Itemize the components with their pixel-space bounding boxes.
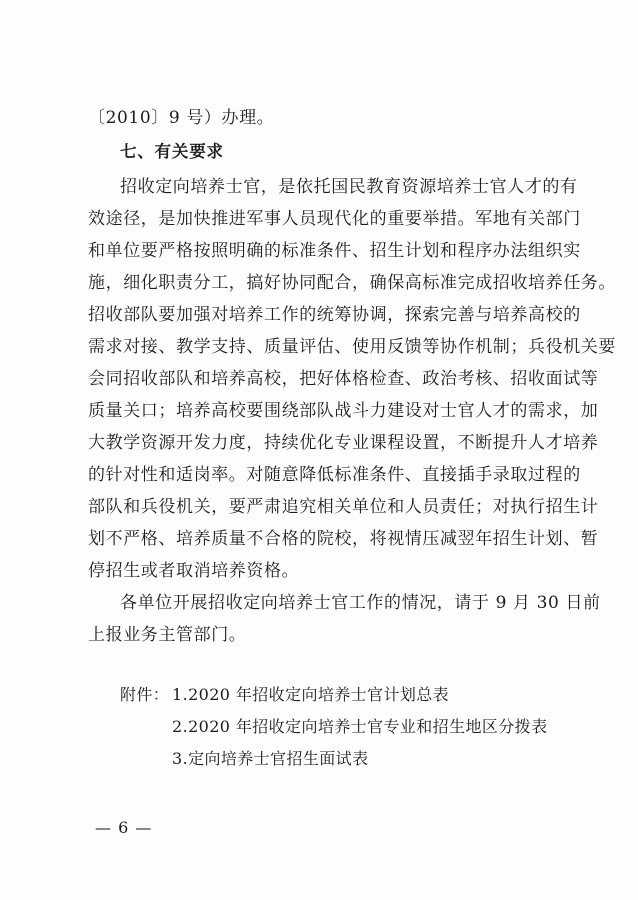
body-line-15: 停招生或者取消培养资格。 (88, 561, 300, 581)
body-line-9: 会同招收部队和培养高校，把好体格检查、政治考核、招收面试等 (88, 369, 599, 389)
body-line-1: 〔2010〕9 号）办理。 (88, 108, 275, 128)
body-line-3: 招收定向培养士官，是依托国民教育资源培养士官人才的有 (120, 177, 578, 197)
body-line-7: 招收部队要加强对培养工作的统筹协调，探索完善与培养高校的 (88, 305, 581, 325)
attachment-item-3: 3.定向培养士官招生面试表 (172, 749, 369, 768)
page-number: — 6 — (95, 818, 153, 837)
body-line-16: 各单位开展招收定向培养士官工作的情况，请于 9 月 30 日前 (120, 593, 601, 613)
body-line-17: 上报业务主管部门。 (88, 625, 247, 645)
body-line-10: 质量关口；培养高校要围绕部队战斗力建设对士官人才的需求，加 (88, 401, 599, 421)
attachment-item-2: 2.2020 年招收定向培养士官专业和招生地区分拨表 (172, 717, 548, 736)
body-line-14: 划不严格、培养质量不合格的院校，将视情压减翌年招生计划、暂 (88, 529, 599, 549)
attachment-item-1: 1.2020 年招收定向培养士官计划总表 (172, 685, 450, 704)
body-line-11: 大教学资源开发力度，持续优化专业课程设置，不断提升人才培养 (88, 433, 599, 453)
attachments-label: 附件： (120, 685, 170, 704)
body-line-4: 效途径，是加快推进军事人员现代化的重要举措。军地有关部门 (88, 209, 581, 229)
body-line-8: 需求对接、教学支持、质量评估、使用反馈等协作机制；兵役机关要 (88, 337, 616, 357)
body-line-13: 部队和兵役机关，要严肃追究相关单位和人员责任；对执行招生计 (88, 497, 599, 517)
section-heading: 七、有关要求 (120, 142, 224, 161)
body-line-5: 和单位要严格按照明确的标准条件、招生计划和程序办法组织实 (88, 241, 581, 261)
body-line-12: 的针对性和适岗率。对随意降低标准条件、直接插手录取过程的 (88, 465, 581, 485)
body-line-6: 施，细化职责分工，搞好协同配合，确保高标准完成招收培养任务。 (88, 273, 616, 293)
